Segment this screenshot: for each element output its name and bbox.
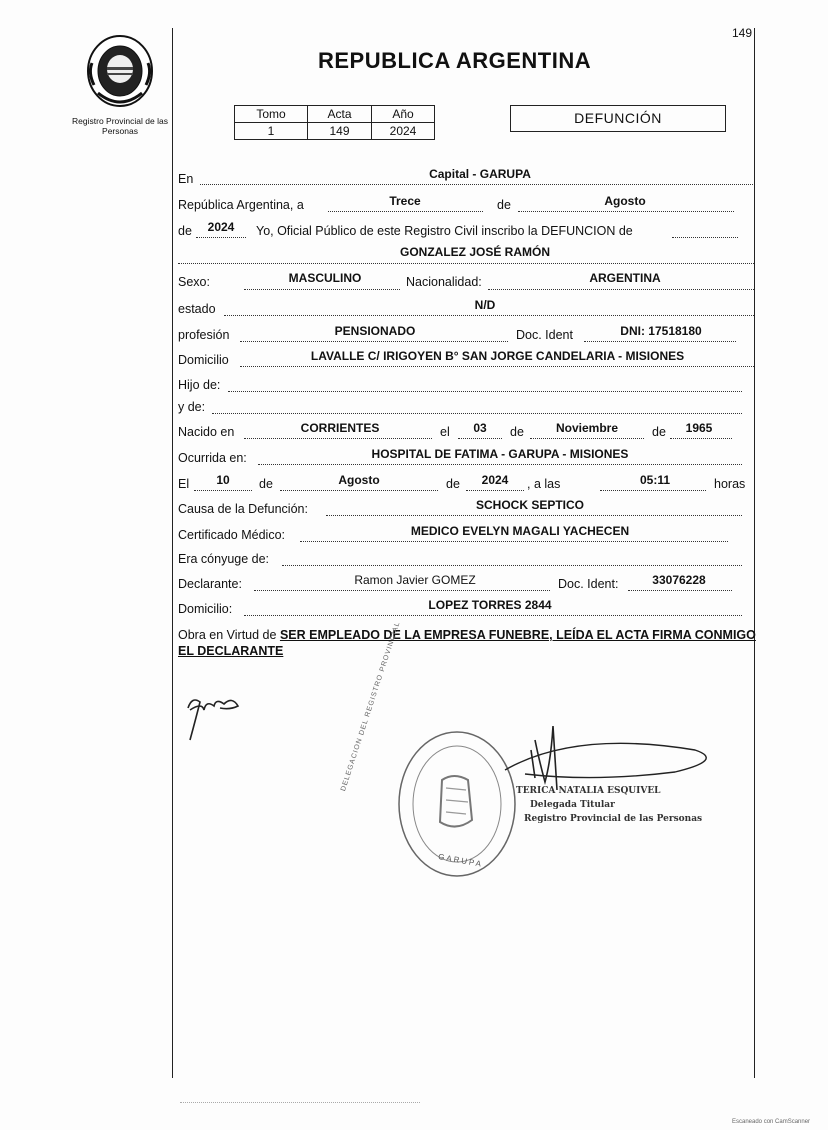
de6-label: de xyxy=(446,477,460,491)
el2-label: El xyxy=(178,477,190,491)
doc-label: Doc. Ident xyxy=(516,328,573,342)
alas-label: , a las xyxy=(527,477,561,491)
death-month: Agosto xyxy=(338,473,380,487)
death-time: 05:11 xyxy=(639,473,671,487)
republica-label: República Argentina, a xyxy=(178,198,304,212)
left-margin-line xyxy=(172,28,173,1078)
conyuge-label: Era cónyuge de: xyxy=(178,552,270,566)
doc2-label: Doc. Ident: xyxy=(558,577,619,591)
right-margin-line xyxy=(754,28,755,1078)
domicilio-value: LAVALLE C/ IRIGOYEN B° SAN JORGE CANDELARIA - MISIONES xyxy=(310,349,685,363)
registry-label: Registro Provincial de las Personas xyxy=(72,116,168,136)
initials-signature-icon xyxy=(180,688,244,744)
nacionalidad-label: Nacionalidad: xyxy=(406,275,482,289)
obra-statement xyxy=(178,627,758,659)
doc2-value: 33076228 xyxy=(652,573,706,587)
de4-label: de xyxy=(652,425,666,439)
declarante-value: Ramon Javier GOMEZ xyxy=(354,573,476,587)
official-signature-icon xyxy=(495,720,735,810)
seal-ring-text: DELEGACION DEL REGISTRO PROVINCIAL xyxy=(340,620,402,793)
header-acta: Acta xyxy=(308,106,372,123)
certificado-value: MEDICO EVELYN MAGALI YACHECEN xyxy=(410,524,630,538)
signature-name: TERICA NATALIA ESQUIVEL xyxy=(516,786,661,796)
deceased-name: GONZALEZ JOSÉ RAMÓN xyxy=(399,245,550,259)
de3-label: de xyxy=(510,425,524,439)
value-ano: 2024 xyxy=(372,123,435,140)
registry-table xyxy=(234,105,435,140)
death-year: 2024 xyxy=(481,473,509,487)
seal-bottom-text: GARUPA xyxy=(437,852,484,869)
ocurrida-label: Ocurrida en: xyxy=(178,451,247,465)
birth-day: 03 xyxy=(473,421,487,435)
obra-label: Obra en Virtud de xyxy=(178,628,277,642)
value-tomo: 1 xyxy=(235,123,308,140)
certificado-label: Certificado Médico: xyxy=(178,528,285,542)
hijo-label: Hijo de: xyxy=(178,378,221,392)
death-day: 10 xyxy=(216,473,230,487)
place-value: Capital - GARUPA xyxy=(429,167,531,181)
declarante-label: Declarante: xyxy=(178,577,242,591)
page-number: 149 xyxy=(732,26,753,40)
nacido-label: Nacido en xyxy=(178,425,235,439)
causa-label: Causa de la Defunción: xyxy=(178,502,308,516)
year-value: 2024 xyxy=(207,220,235,234)
yde-label: y de: xyxy=(178,400,206,414)
de5-label: de xyxy=(259,477,273,491)
en-label: En xyxy=(178,172,194,186)
domicilio2-value: LOPEZ TORRES 2844 xyxy=(428,598,552,612)
causa-value: SCHOCK SEPTICO xyxy=(475,498,584,512)
record-type-box: DEFUNCIÓN xyxy=(510,105,726,132)
birth-year: 1965 xyxy=(685,421,713,435)
estado-label: estado xyxy=(178,302,216,316)
obra-value: SER EMPLEADO DE LA EMPRESA FUNEBRE, LEÍDA EL ACTA FIRMA CONMIGO EL DECLARANTE xyxy=(178,628,756,658)
doc-value: DNI: 17518180 xyxy=(620,324,702,338)
nacido-value: CORRIENTES xyxy=(300,421,380,435)
month-text: Agosto xyxy=(604,194,646,208)
sexo-label: Sexo: xyxy=(178,275,210,289)
profesion-value: PENSIONADO xyxy=(334,324,416,338)
de-label: de xyxy=(497,198,511,212)
profesion-label: profesión xyxy=(178,328,230,342)
sexo-value: MASCULINO xyxy=(288,271,362,285)
signature-title: Delegada Titular xyxy=(530,800,615,810)
signature-office: Registro Provincial de las Personas xyxy=(524,814,703,824)
nacionalidad-value: ARGENTINA xyxy=(589,271,661,285)
value-acta: 149 xyxy=(308,123,372,140)
misiones-crest-icon xyxy=(84,33,156,109)
oficial-text: Yo, Oficial Público de este Registro Civil inscribo la DEFUNCION de xyxy=(256,224,633,238)
horas-label: horas xyxy=(714,477,746,491)
ocurrida-value: HOSPITAL DE FATIMA - GARUPA - MISIONES xyxy=(371,447,629,461)
de2-label: de xyxy=(178,224,192,238)
estado-value: N/D xyxy=(474,298,496,312)
header-ano: Año xyxy=(372,106,435,123)
footer-code-line xyxy=(180,1102,420,1103)
birth-month: Noviembre xyxy=(555,421,619,435)
domicilio-label: Domicilio xyxy=(178,353,229,367)
domicilio2-label: Domicilio: xyxy=(178,602,233,616)
day-text: Trece xyxy=(389,194,421,208)
scanner-watermark: Escaneado con CamScanner xyxy=(732,1119,811,1125)
el-label: el xyxy=(440,425,450,439)
document-title: REPUBLICA ARGENTINA xyxy=(318,48,592,73)
header-tomo: Tomo xyxy=(235,106,308,123)
